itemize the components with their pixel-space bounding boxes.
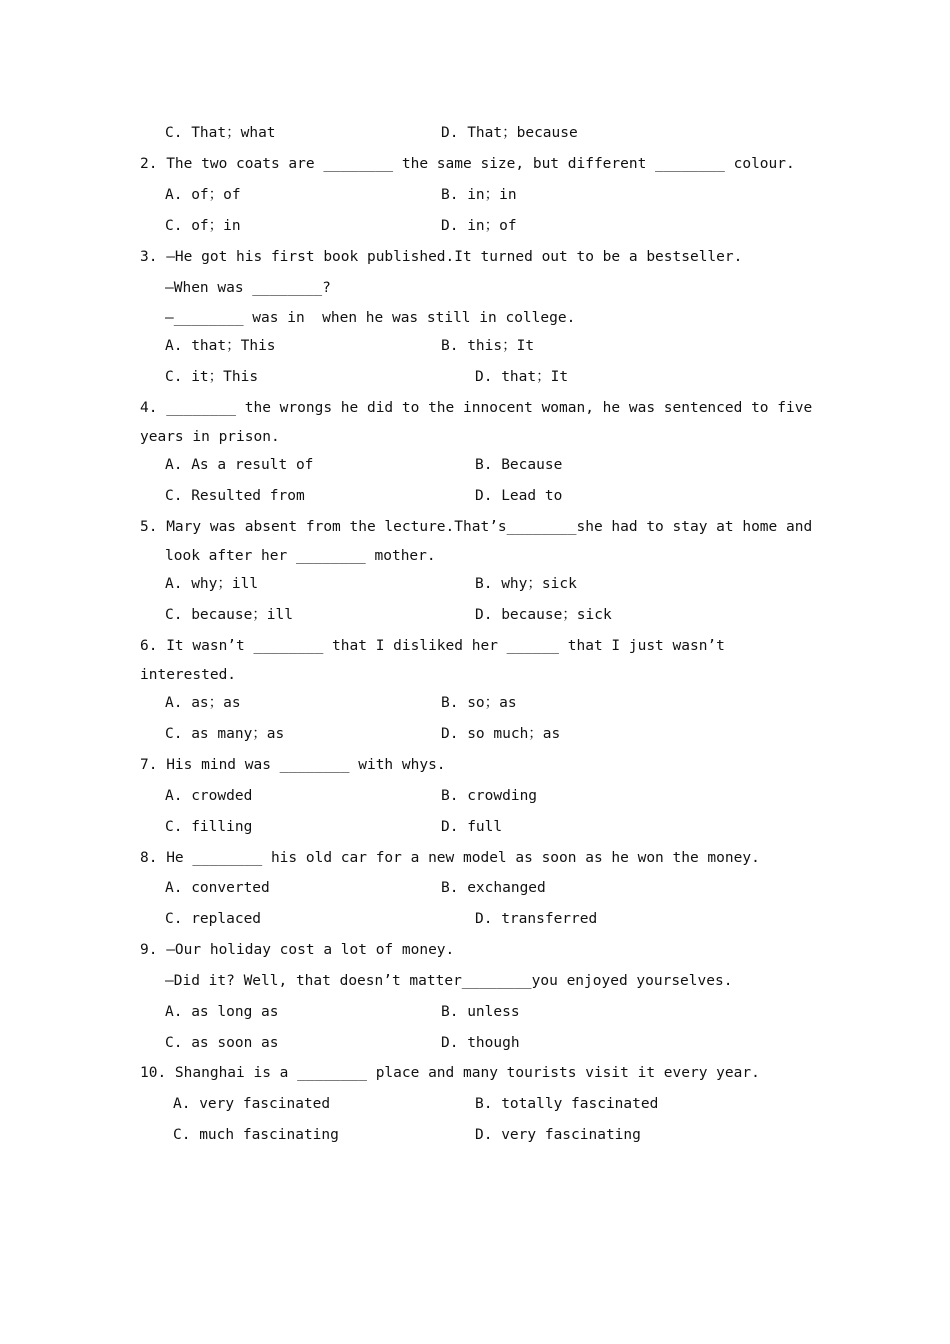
q4-stem-line-2: years in prison. <box>140 429 280 445</box>
q6-option-a: A. as；as <box>165 695 241 711</box>
q7-option-d: D. full <box>441 819 503 835</box>
q5-option-d: D. because；sick <box>475 607 612 623</box>
q6-option-c: C. as many；as <box>165 726 285 742</box>
q6-option-d: D. so much；as <box>441 726 561 742</box>
q9-stem-line-2: —Did it? Well, that doesn’t matter________you enjoyed yourselves. <box>165 973 733 989</box>
q4-stem-line-1: 4. ________ the wrongs he did to the innocent woman, he was sentenced to five <box>140 400 813 416</box>
q8-option-a: A. converted <box>165 880 270 896</box>
q4-option-a: A. As a result of <box>165 457 314 473</box>
q3-option-a: A. that；This <box>165 338 276 354</box>
q8-stem: 8. He ________ his old car for a new model as soon as he won the money. <box>140 850 760 866</box>
q5-stem-line-2: look after her ________ mother. <box>165 548 436 564</box>
q2-option-a: A. of；of <box>165 187 241 203</box>
q5-stem-line-1: 5. Mary was absent from the lecture.That’s________she had to stay at home and <box>140 519 813 535</box>
q4-option-c: C. Resulted from <box>165 488 305 504</box>
q3-stem-line-1: 3. —He got his first book published.It turned out to be a bestseller. <box>140 249 743 265</box>
q2-option-c: C. of；in <box>165 218 241 234</box>
q7-option-c: C. filling <box>165 819 253 835</box>
q9-option-a: A. as long as <box>165 1004 279 1020</box>
q7-option-a: A. crowded <box>165 788 253 804</box>
q8-option-b: B. exchanged <box>441 880 546 896</box>
q9-option-b: B. unless <box>441 1004 520 1020</box>
q9-stem-line-1: 9. —Our holiday cost a lot of money. <box>140 942 455 958</box>
q10-option-c: C. much fascinating <box>173 1127 339 1143</box>
q7-option-b: B. crowding <box>441 788 538 804</box>
q9-option-d: D. though <box>441 1035 520 1051</box>
q3-option-b: B. this；It <box>441 338 535 354</box>
q10-option-d: D. very fascinating <box>475 1127 641 1143</box>
q1-option-d: D. That；because <box>441 125 578 141</box>
q10-option-b: B. totally fascinated <box>475 1096 659 1112</box>
q5-option-a: A. why；ill <box>165 576 259 592</box>
q6-stem-line-1: 6. It wasn’t ________ that I disliked her ______ that I just wasn’t <box>140 638 725 654</box>
q2-option-d: D. in；of <box>441 218 517 234</box>
q7-stem: 7. His mind was ________ with whys. <box>140 757 446 773</box>
q3-stem-line-2: —When was ________? <box>165 280 331 296</box>
q1-option-c: C. That；what <box>165 125 276 141</box>
q2-stem: 2. The two coats are ________ the same size, but different ________ colour. <box>140 156 795 172</box>
q3-stem-line-3: —________ was in when he was still in college. <box>165 310 576 326</box>
q5-option-c: C. because；ill <box>165 607 293 623</box>
q5-option-b: B. why；sick <box>475 576 577 592</box>
q3-option-d: D. that；It <box>475 369 569 385</box>
q8-option-c: C. replaced <box>165 911 262 927</box>
q6-option-b: B. so；as <box>441 695 517 711</box>
q4-option-b: B. Because <box>475 457 563 473</box>
q9-option-c: C. as soon as <box>165 1035 279 1051</box>
q10-stem: 10. Shanghai is a ________ place and many tourists visit it every year. <box>140 1065 760 1081</box>
q4-option-d: D. Lead to <box>475 488 563 504</box>
q3-option-c: C. it；This <box>165 369 259 385</box>
q10-option-a: A. very fascinated <box>173 1096 331 1112</box>
q2-option-b: B. in；in <box>441 187 517 203</box>
q8-option-d: D. transferred <box>475 911 598 927</box>
q6-stem-line-2: interested. <box>140 667 237 683</box>
